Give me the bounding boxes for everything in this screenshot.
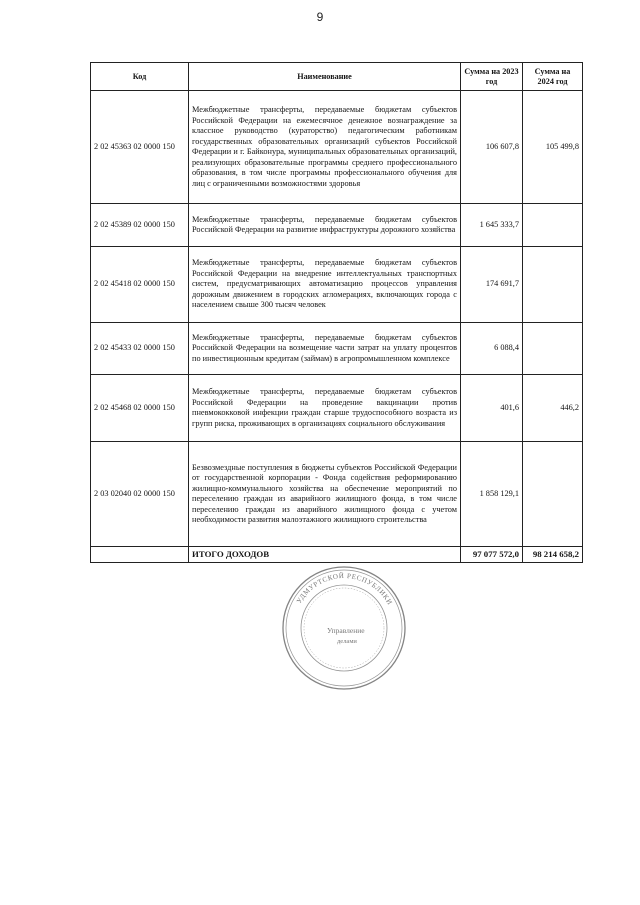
total-row <box>91 547 583 563</box>
row-code: 2 02 45433 02 0000 150 <box>91 323 189 375</box>
row-name: Межбюджетные трансферты, передаваемые бюджетам субъектов Российской Федерации на проведение вакцинации против пневмококковой инфекции граждан старше трудоспособного возраста из групп риска, проживающих в организациях социального обслуживания <box>189 375 461 442</box>
seal-inner-line-1: Управление <box>327 626 365 635</box>
table-row <box>91 204 583 247</box>
seal-inner-line-2: делами <box>337 638 357 645</box>
revenue-table <box>90 62 583 563</box>
row-sum-2024 <box>523 323 583 375</box>
row-sum-2024: 105 499,8 <box>523 91 583 204</box>
table-header <box>91 63 583 91</box>
row-sum-2023: 6 088,4 <box>461 323 523 375</box>
seal-ring-text: УДМУРТСКОЙ РЕСПУБЛИКИ <box>295 571 394 607</box>
total-code <box>91 547 189 563</box>
row-sum-2023: 106 607,8 <box>461 91 523 204</box>
header-sum-2024: Сумма на 2024 год <box>523 63 583 91</box>
row-sum-2023: 1 645 333,7 <box>461 204 523 247</box>
row-name: Межбюджетные трансферты, передаваемые бюджетам субъектов Российской Федерации на возмещение части затрат на уплату процентов по инвестиционным кредитам (займам) в агропромышленном комплексе <box>189 323 461 375</box>
total-label: ИТОГО ДОХОДОВ <box>189 547 461 563</box>
table-row <box>91 91 583 204</box>
header-code: Код <box>91 63 189 91</box>
row-sum-2023: 174 691,7 <box>461 247 523 323</box>
row-sum-2023: 401,6 <box>461 375 523 442</box>
official-seal <box>279 563 409 693</box>
row-name: Межбюджетные трансферты, передаваемые бюджетам субъектов Российской Федерации на развитие инфраструктуры дорожного хозяйства <box>189 204 461 247</box>
table-footer <box>91 547 583 563</box>
row-code: 2 02 45418 02 0000 150 <box>91 247 189 323</box>
total-sum-2023: 97 077 572,0 <box>461 547 523 563</box>
total-sum-2024: 98 214 658,2 <box>523 547 583 563</box>
row-code: 2 03 02040 02 0000 150 <box>91 442 189 547</box>
row-code: 2 02 45389 02 0000 150 <box>91 204 189 247</box>
table-row <box>91 442 583 547</box>
header-name: Наименование <box>189 63 461 91</box>
row-sum-2024 <box>523 204 583 247</box>
row-code: 2 02 45468 02 0000 150 <box>91 375 189 442</box>
row-name: Межбюджетные трансферты, передаваемые бюджетам субъектов Российской Федерации на ежемесячное денежное вознаграждение за классное руководство (кураторство) педагогическим работникам государственных образовательных организаций субъектов Российской Федерации и г. Байконура, муниципальных образовательных организаций, реализующих образовательные программы среднего профессионального образования, в том числе программы профессионального обучения для лиц с ограниченными возможностями здоровья <box>189 91 461 204</box>
table-body <box>91 91 583 547</box>
row-name: Безвозмездные поступления в бюджеты субъектов Российской Федерации от государственной корпорации - Фонда содействия реформированию жилищно-коммунального хозяйства на обеспечение мероприятий по переселению граждан из аварийного жилищного фонда, в том числе переселению граждан из аварийного жилищного фонда с учетом необходимости развития малоэтажного жилищного строительства <box>189 442 461 547</box>
row-code: 2 02 45363 02 0000 150 <box>91 91 189 204</box>
header-row <box>91 63 583 91</box>
header-sum-2023: Сумма на 2023 год <box>461 63 523 91</box>
table-row <box>91 375 583 442</box>
row-sum-2024 <box>523 442 583 547</box>
table-row <box>91 323 583 375</box>
row-sum-2024: 446,2 <box>523 375 583 442</box>
row-name: Межбюджетные трансферты, передаваемые бюджетам субъектов Российской Федерации на внедрение интеллектуальных транспортных систем, предусматривающих автоматизацию процессов управления дорожным движением в городских агломерациях, включающих города с населением свыше 300 тысяч человек <box>189 247 461 323</box>
page-number: 9 <box>316 10 324 24</box>
row-sum-2024 <box>523 247 583 323</box>
row-sum-2023: 1 858 129,1 <box>461 442 523 547</box>
table-row <box>91 247 583 323</box>
